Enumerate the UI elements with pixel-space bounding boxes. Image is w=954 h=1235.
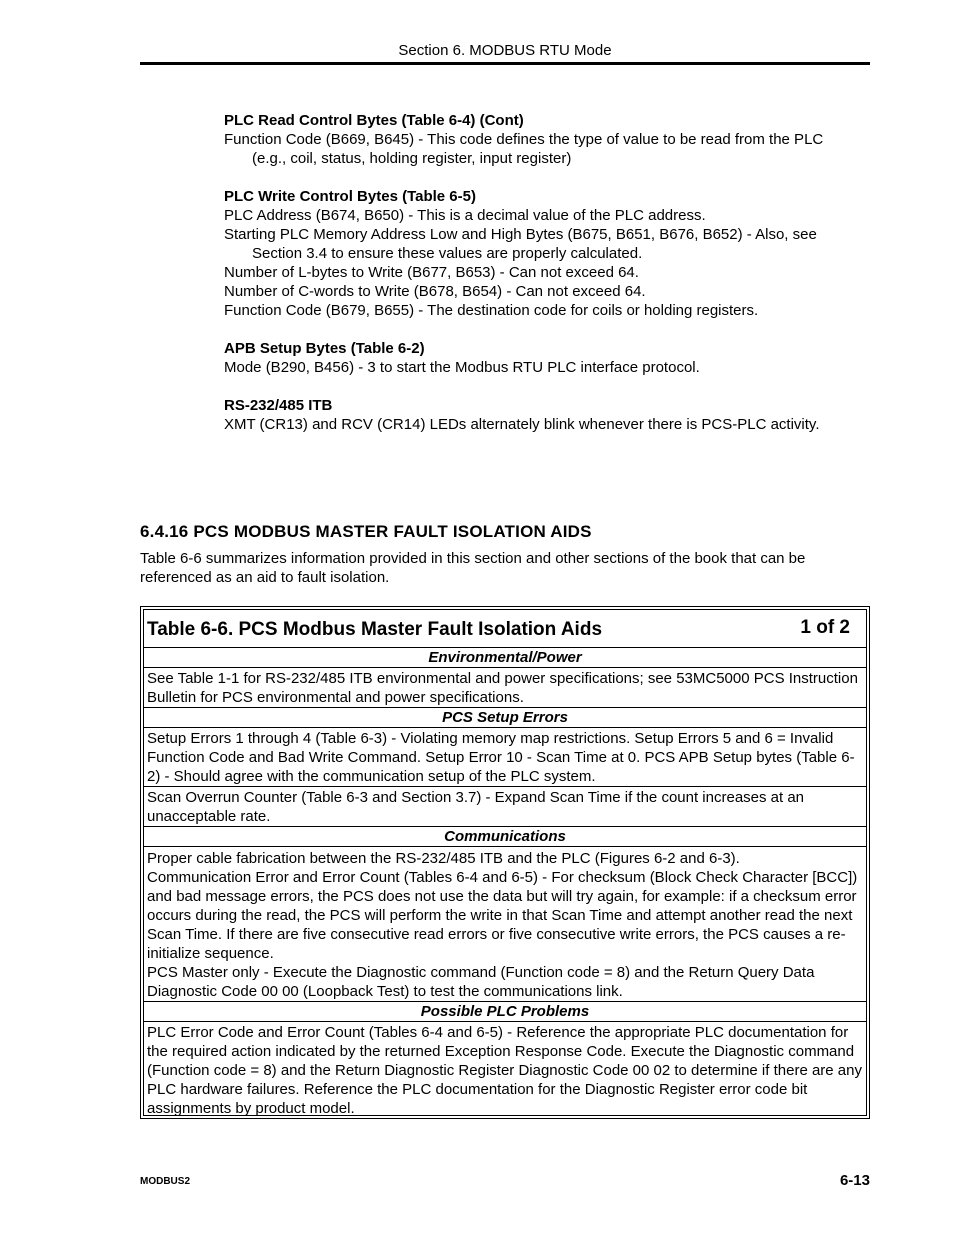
block-heading: PLC Read Control Bytes (Table 6-4) (Cont) [224,112,524,129]
block-line: Starting PLC Memory Address Low and High Bytes (B675, B651, B676, B652) - Also, see Section 3.4 to ensure these values are properly calculated. [224,226,817,262]
block-line: PLC Address (B674, B650) - This is a decimal value of the PLC address. [224,207,706,224]
category-communications: Communications [144,827,866,847]
running-header: Section 6. MODBUS RTU Mode [398,42,612,59]
page-number: 6-13 [839,1172,870,1189]
table-cell-plc-problems: PLC Error Code and Error Count (Tables 6-4 and 6-5) - Reference the appropriate PLC documentation for the required action indicated by the returned Exception Response Code. Execute the Diagnostic command (Function code = 8) and the Return Diagnostic Register Diagnostic Code 00 02 to determine if there are any PLC hardware failures. Reference the PLC documentation for the Diagnostic Register error code bit assignments by product model. [147,1024,862,1117]
category-plc-problems: Possible PLC Problems [144,1002,866,1022]
block-line: Mode (B290, B456) - 3 to start the Modbus RTU PLC interface protocol. [224,359,700,376]
comm-cable-text: Proper cable fabrication between the RS-232/485 ITB and the PLC (Figures 6-2 and 6-3). [147,850,740,867]
section-intro: Table 6-6 summarizes information provided in this section and other sections of the book that can be referenced as an aid to fault isolation. [140,550,806,586]
plc-write-control-block [224,187,854,320]
block-line: Function Code (B669, B645) - This code defines the type of value to be read from the PLC (e.g., coil, status, holding register, input register) [224,131,824,167]
comm-diagnostic-text: PCS Master only - Execute the Diagnostic command (Function code = 8) and the Return Query Data Diagnostic Code 00 00 (Loopback Test) to test the communications link. [147,964,815,1000]
plc-read-control-block [224,111,854,168]
category-environmental-power: Environmental/Power [144,648,866,668]
table-page-indicator: 1 of 2 [800,617,850,638]
table-cell-scan-overrun: Scan Overrun Counter (Table 6-3 and Section 3.7) - Expand Scan Time if the count increases at an unacceptable rate. [144,787,866,827]
block-heading: RS-232/485 ITB [224,397,333,414]
header-rule [140,62,870,65]
block-line: XMT (CR13) and RCV (CR14) LEDs alternately blink whenever there is PCS-PLC activity. [224,416,820,433]
rs232-itb-block [224,396,854,434]
block-line: Number of C-words to Write (B678, B654) - Can not exceed 64. [224,283,646,300]
apb-setup-block [224,339,854,377]
table-cell-setup-errors: Setup Errors 1 through 4 (Table 6-3) - Violating memory map restrictions. Setup Errors 5 and 6 = Invalid Function Code and Bad Write Command. Setup Error 10 - Scan Time at 0. PCS APB Setup bytes (Table 6-2) - Should agree with the communication setup of the PLC system. [144,728,866,787]
footer-doc-id: MODBUS2 [140,1176,191,1187]
block-heading: APB Setup Bytes (Table 6-2) [224,340,425,357]
block-heading: PLC Write Control Bytes (Table 6-5) [224,188,476,205]
table-title-row [144,610,866,648]
category-setup-errors: PCS Setup Errors [144,708,866,728]
block-line: Number of L-bytes to Write (B677, B653) - Can not exceed 64. [224,264,639,281]
section-title: 6.4.16 PCS MODBUS MASTER FAULT ISOLATION AIDS [140,522,592,541]
fault-isolation-table [140,606,870,1119]
block-line: Function Code (B679, B655) - The destination code for coils or holding registers. [224,302,759,319]
table-cell-communications [144,847,866,1002]
table-cell-env: See Table 1-1 for RS-232/485 ITB environmental and power specifications; see 53MC5000 PCS Instruction Bulletin for PCS environmental and power specifications. [144,668,866,708]
comm-error-text: Communication Error and Error Count (Tables 6-4 and 6-5) - For checksum (Block Check Character [BCC]) and bad message errors, the PCS does not use the data but will try again, for example: if a checksum error occurs during the read, the PCS will perform the write in that Scan Time and attempt another read the next Scan Time. If there are five consecutive read errors or five consecutive write errors, the PCS causes a re-initialize sequence. [147,869,858,962]
table-title: Table 6-6. PCS Modbus Master Fault Isolation Aids [147,619,603,640]
